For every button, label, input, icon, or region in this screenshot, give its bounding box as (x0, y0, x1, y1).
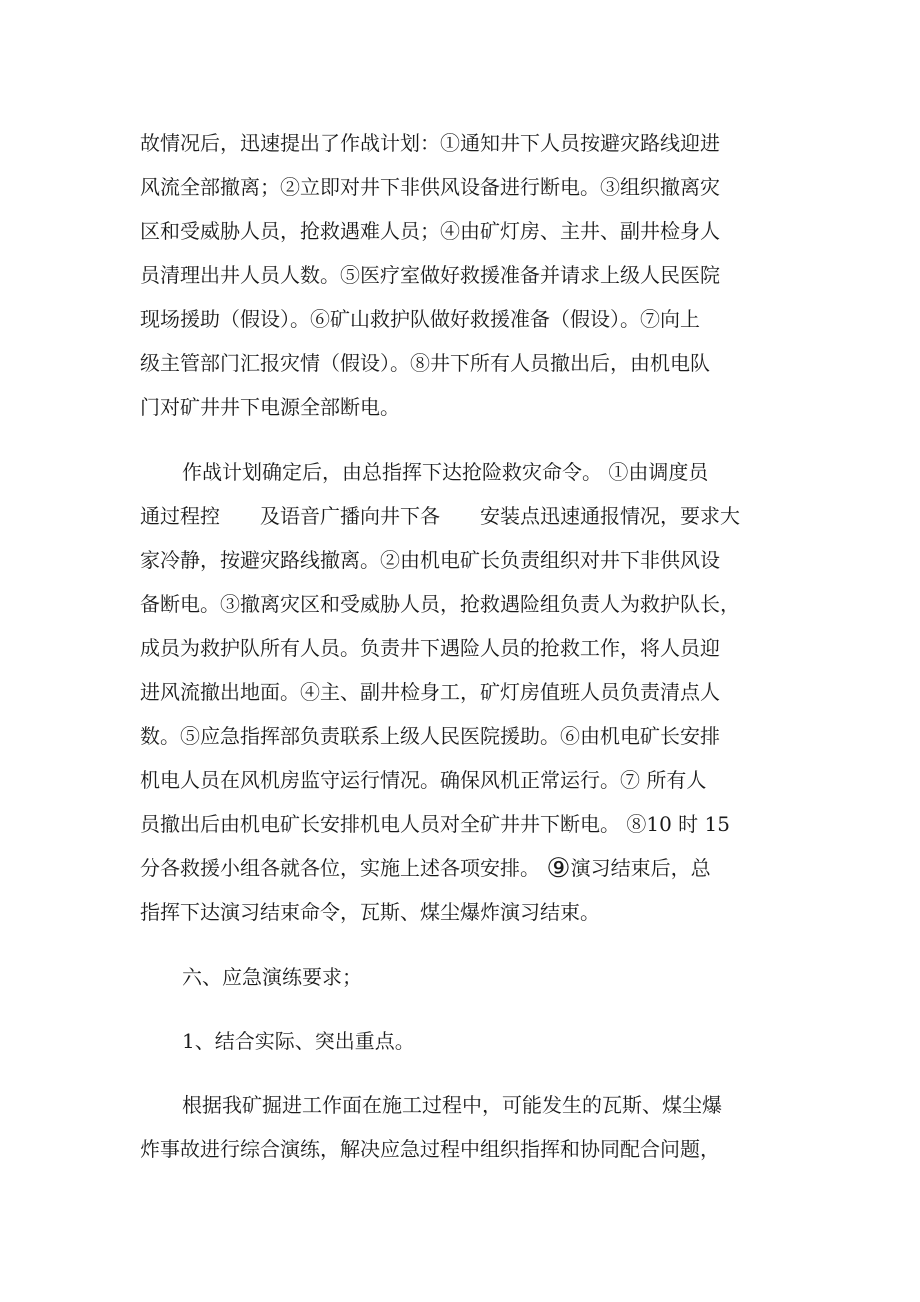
text-line: 风流全部撤离；②立即对井下非供风设备进行断电。③组织撤离灾 (140, 175, 720, 199)
text-line: 进风流撤出地面。④主、副井检身工，矿灯房值班人员负责清点人 (140, 680, 720, 704)
text-line: 通过程控 及语音广播向井下各 安装点迅速通报情况，要求大 (140, 504, 740, 528)
text-line: 现场援助（假设）。⑥矿山救护队做好救援准备（假设）。⑦向上 (140, 307, 700, 331)
text-line: 家冷静，按避灾路线撤离。②由机电矿长负责组织对井下非供风设 (140, 548, 720, 572)
text-segment: 演习结束后，总 (570, 856, 711, 880)
text-line (140, 854, 790, 883)
text-line: 数。⑤应急指挥部负责联系上级人民医院援助。⑥由机电矿长安排 (140, 724, 720, 748)
section-heading: 六、应急演练要求； (182, 965, 362, 989)
text-line: 机电人员在风机房监守运行情况。确保风机正常运行。⑦ 所有人 (140, 768, 707, 792)
paragraph-start: 根据我矿掘进工作面在施工过程中，可能发生的瓦斯、煤尘爆 (182, 1093, 722, 1117)
text-line: 炸事故进行综合演练，解决应急过程中组织指挥和协同配合问题， (140, 1137, 720, 1161)
subsection-heading: 1、结合实际、突出重点。 (182, 1029, 415, 1053)
text-line: 故情况后，迅速提出了作战计划：①通知井下人员按避灾路线迎进 (140, 131, 720, 155)
text-line: 指挥下达演习结束命令，瓦斯、煤尘爆炸演习结束。 (140, 900, 600, 924)
text-line: 区和受威胁人员，抢救遇难人员；④由矿灯房、主井、副井检身人 (140, 219, 720, 243)
circled-number-nine: ⑨ (546, 854, 571, 883)
text-line: 员撤出后由机电矿长安排机电人员对全矿井井下断电。 ⑧10 时 15 (140, 812, 730, 836)
text-line: 员清理出井人员人数。⑤医疗室做好救援准备并请求上级人民医院 (140, 263, 720, 287)
text-line: 成员为救护队所有人员。负责井下遇险人员的抢救工作，将人员迎 (140, 636, 720, 660)
paragraph-start: 作战计划确定后，由总指挥下达抢险救灾命令。 ①由调度员 (182, 460, 709, 484)
text-line: 门对矿井井下电源全部断电。 (140, 395, 400, 419)
text-line: 备断电。③撤离灾区和受威胁人员，抢救遇险组负责人为救护队长， (140, 592, 740, 616)
text-line: 级主管部门汇报灾情（假设）。⑧井下所有人员撤出后，由机电队 (140, 351, 710, 375)
text-segment: 分各救援小组各就各位，实施上述各项安排。 (140, 856, 547, 880)
